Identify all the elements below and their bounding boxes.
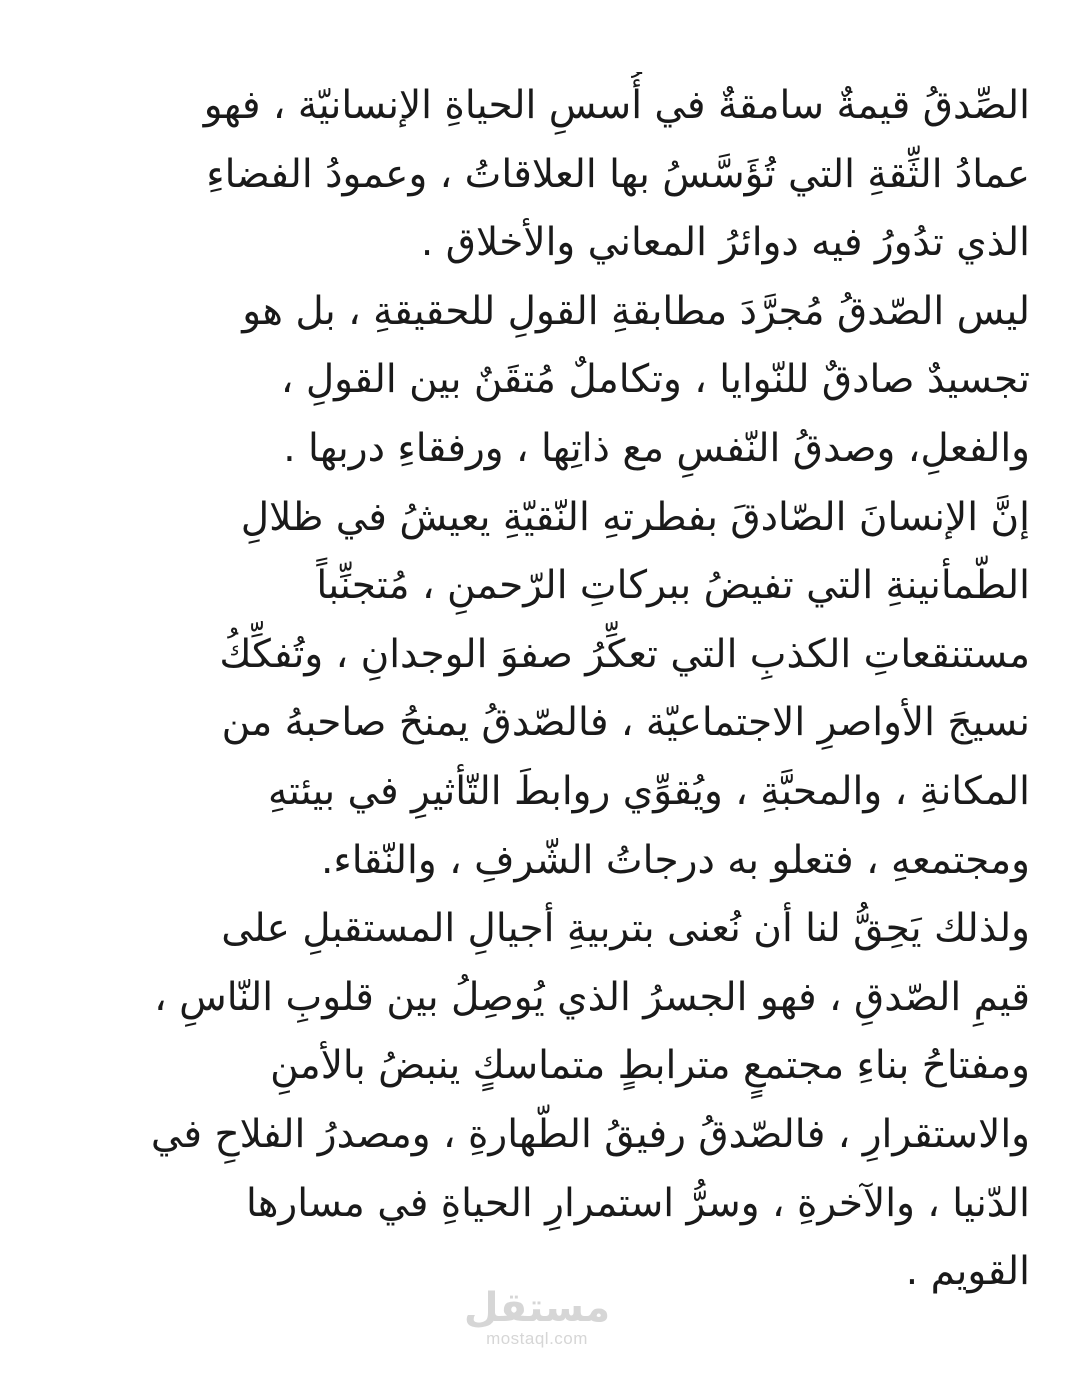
text-line: نسيجَ الأواصرِ الاجتماعيّة ، فالصّدقُ يمنحُ صاحبهُ من	[221, 700, 1030, 746]
watermark-url: mostaql.com	[486, 1329, 588, 1348]
document-text	[50, 72, 1030, 1307]
text-line: إنَّ الإنسانَ الصّادقَ بفطرتهِ النّقيّةِ يعيشُ في ظلالِ	[240, 494, 1030, 540]
text-line: عمادُ الثِّقةِ التي تُؤَسَّسُ بها العلاقاتُ ، وعمودُ الفضاءِ	[206, 151, 1030, 197]
text-line: مستنقعاتِ الكذبِ التي تعكِّرُ صفوَ الوجدانِ ، وتُفكِّكُ	[219, 631, 1030, 677]
text-line: ليس الصّدقُ مُجرَّدَ مطابقةِ القولِ للحقيقةِ ، بل هو	[242, 288, 1030, 334]
text-line: المكانةِ ، والمحبَّةِ ، ويُقوِّي روابطَ التّأثيرِ في بيئتهِ	[268, 768, 1030, 814]
text-line: الدّنيا ، والآخرةِ ، وسرُّ استمرارِ الحياةِ في مسارها	[245, 1180, 1030, 1226]
text-line: ومجتمعهِ ، فتعلو به درجاتُ الشّرفِ ، والنّقاء.	[321, 837, 1030, 883]
text-line: قيمِ الصّدقِ ، فهو الجسرُ الذي يُوصِلُ بين قلوبِ النّاسِ ،	[154, 974, 1030, 1020]
text-line: ومفتاحُ بناءِ مجتمعٍ مترابطٍ متماسكٍ ينبضُ بالأمنِ	[270, 1043, 1030, 1089]
text-line: والاستقرارِ ، فالصّدقُ رفيقُ الطّهارةِ ، ومصدرُ الفلاحِ في	[150, 1111, 1030, 1157]
text-line: الطّمأنينةِ التي تفيضُ ببركاتِ الرّحمنِ ، مُتجنِّباً	[316, 563, 1030, 609]
text-line: والفعلِ، وصدقُ النّفسِ مع ذاتِها ، ورفقاءِ دربها .	[283, 425, 1030, 471]
text-line: القويم .	[905, 1249, 1030, 1295]
text-line: تجسيدٌ صادقٌ للنّوايا ، وتكاملٌ مُتقَنٌ بين القولِ ،	[280, 357, 1030, 403]
mostaql-watermark	[462, 1286, 612, 1348]
text-line: الذي تدُورُ فيه دوائرُ المعاني والأخلاق .	[420, 220, 1030, 266]
text-line: ولذلك يَحِقُّ لنا أن نُعنى بتربيةِ أجيالِ المستقبلِ على	[221, 906, 1030, 952]
watermark-logo: مستقل	[463, 1285, 611, 1331]
text-line: الصِّدقُ قيمةٌ سامقةٌ في أُسسِ الحياةِ الإنسانيّة ، فهو	[203, 83, 1030, 128]
